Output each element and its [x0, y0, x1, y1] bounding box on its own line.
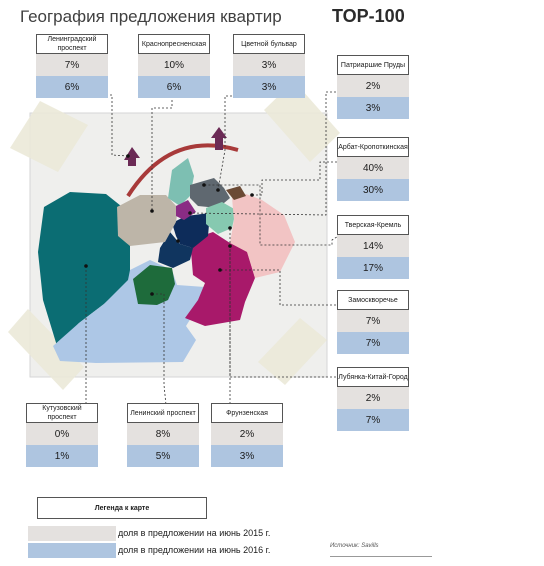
- box-label: Фрунзенская: [211, 403, 283, 423]
- value-2015: 40%: [337, 157, 409, 179]
- value-2016: 3%: [337, 97, 409, 119]
- box-tsvetnoy: [233, 34, 305, 98]
- box-label: Краснопресненская: [138, 34, 210, 54]
- value-2015: 3%: [233, 54, 305, 76]
- top100-badge: TOP-100: [332, 6, 405, 26]
- box-lubyanka: [337, 367, 409, 431]
- box-patriarshie: [337, 55, 409, 119]
- box-frunzenskaya: [211, 403, 283, 467]
- value-2015: 14%: [337, 235, 409, 257]
- value-2016: 6%: [36, 76, 108, 98]
- box-label: Ленинский проспект: [127, 403, 199, 423]
- value-2015: 8%: [127, 423, 199, 445]
- box-kutuzovsky: [26, 403, 98, 467]
- value-2016: 30%: [337, 179, 409, 201]
- legend-swatch-2016: [28, 543, 116, 558]
- box-tverskaya: [337, 215, 409, 279]
- box-zamoskvorechye: [337, 290, 409, 354]
- legend-label-2015: доля в предложении на июнь 2015 г.: [118, 528, 271, 538]
- box-leningradsky: [36, 34, 108, 98]
- value-2015: 7%: [36, 54, 108, 76]
- source-underline: [330, 556, 432, 557]
- box-label: Кутузовский проспект: [26, 403, 98, 423]
- box-label: Патриаршие Пруды: [337, 55, 409, 75]
- box-label: Тверская-Кремль: [337, 215, 409, 235]
- legend-label-2016: доля в предложении на июнь 2016 г.: [118, 545, 271, 555]
- value-2016: 7%: [337, 409, 409, 431]
- value-2015: 7%: [337, 310, 409, 332]
- legend-title: Легенда к карте: [37, 497, 207, 519]
- page-title: География предложения квартир: [20, 7, 282, 26]
- value-2015: 2%: [211, 423, 283, 445]
- value-2016: 1%: [26, 445, 98, 467]
- box-leninsky: [127, 403, 199, 467]
- box-krasnopresnenskaya: [138, 34, 210, 98]
- source-note: Источник: Savills: [330, 543, 379, 549]
- legend-swatch-2015: [28, 526, 116, 541]
- box-arbat: [337, 137, 409, 201]
- value-2016: 17%: [337, 257, 409, 279]
- box-label: Арбат-Кропоткинская: [337, 137, 409, 157]
- box-label: Ленинградский проспект: [36, 34, 108, 54]
- box-label: Цветной бульвар: [233, 34, 305, 54]
- value-2016: 6%: [138, 76, 210, 98]
- value-2016: 7%: [337, 332, 409, 354]
- value-2016: 3%: [233, 76, 305, 98]
- value-2016: 3%: [211, 445, 283, 467]
- value-2015: 10%: [138, 54, 210, 76]
- box-label: Лубянка-Китай-Город: [337, 367, 409, 387]
- value-2016: 5%: [127, 445, 199, 467]
- value-2015: 2%: [337, 387, 409, 409]
- value-2015: 2%: [337, 75, 409, 97]
- value-2015: 0%: [26, 423, 98, 445]
- box-label: Замоскворечье: [337, 290, 409, 310]
